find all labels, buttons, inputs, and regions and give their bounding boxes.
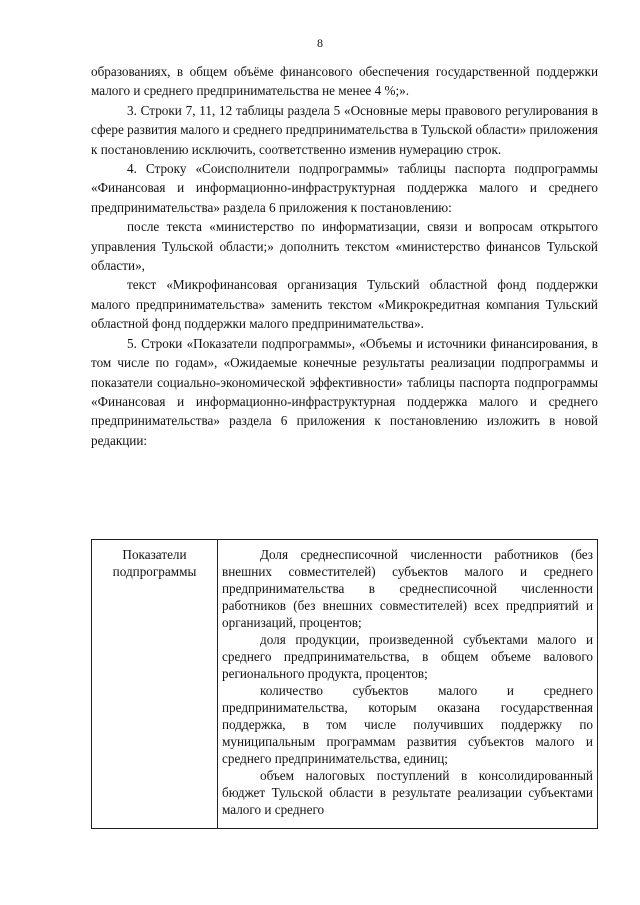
page-number: 8: [317, 36, 323, 50]
table-item: объем налоговых поступлений в консолидированный бюджет Тульской области в результате реализации субъектами малого и среднего: [222, 768, 593, 817]
paragraph-item-4: 4. Строку «Соисполнители подпрограммы» таблицы паспорта подпрограммы «Финансовая и информационно-инфраструктурная поддержка малого и среднего предпринимательства» раздела 6 приложения к постановлению:: [91, 161, 598, 215]
body-text: [91, 62, 598, 450]
paragraph-item-4-sub-2: текст «Микрофинансовая организация Тульский областной фонд поддержки малого предпринимательства» заменить текстом «Микрокредитная компания Тульский областной фонд поддержки малого предпринимательства».: [91, 277, 598, 332]
passport-table: [91, 539, 598, 829]
table-item: количество субъектов малого и среднего предпринимательства, которым оказана государственная поддержка, в том числе получивших поддержку по муниципальным программам развития субъектов малого и среднего предпринимательства, единиц;: [222, 683, 593, 766]
paragraph-continuation: образованиях, в общем объёме финансового обеспечения государственной поддержки малого и среднего предпринимательства не менее 4 %;».: [91, 64, 598, 99]
table-item: доля продукции, произведенной субъектами малого и среднего предпринимательства, в общем объеме валового регионального продукта, процентов;: [222, 632, 593, 681]
paragraph-item-4-sub-1: после текста «министерство по информатизации, связи и вопросам открытого управления Тульской области;» дополнить текстом «министерство финансов Тульской области»,: [91, 219, 598, 274]
table-content-cell: [218, 540, 598, 829]
table-label-cell: Показатели подпрограммы: [92, 540, 218, 829]
table-row: [92, 540, 598, 829]
paragraph-item-3: 3. Строки 7, 11, 12 таблицы раздела 5 «Основные меры правового регулирования в сфере развития малого и среднего предпринимательства в Тульской области» приложения к постановлению исключить, соответственно изменив нумерацию строк.: [91, 102, 598, 157]
table-item: Доля среднесписочной численности работников (без внешних совместителей) субъектов малого и среднего предпринимательства в среднесписочной численности работников (без внешних совместителей) всех предприятий и организаций, процентов;: [222, 547, 593, 630]
paragraph-item-5: 5. Строки «Показатели подпрограммы», «Объемы и источники финансирования, в том числе по годам», «Ожидаемые конечные результаты реализации подпрограммы и показатели социально-экономической эффективности» таблицы паспорта подпрограммы «Финансовая и информационно-инфраструктурная поддержка малого и среднего предпринимательства» раздела 6 приложения к постановлению изложить в новой редакции:: [91, 335, 598, 448]
